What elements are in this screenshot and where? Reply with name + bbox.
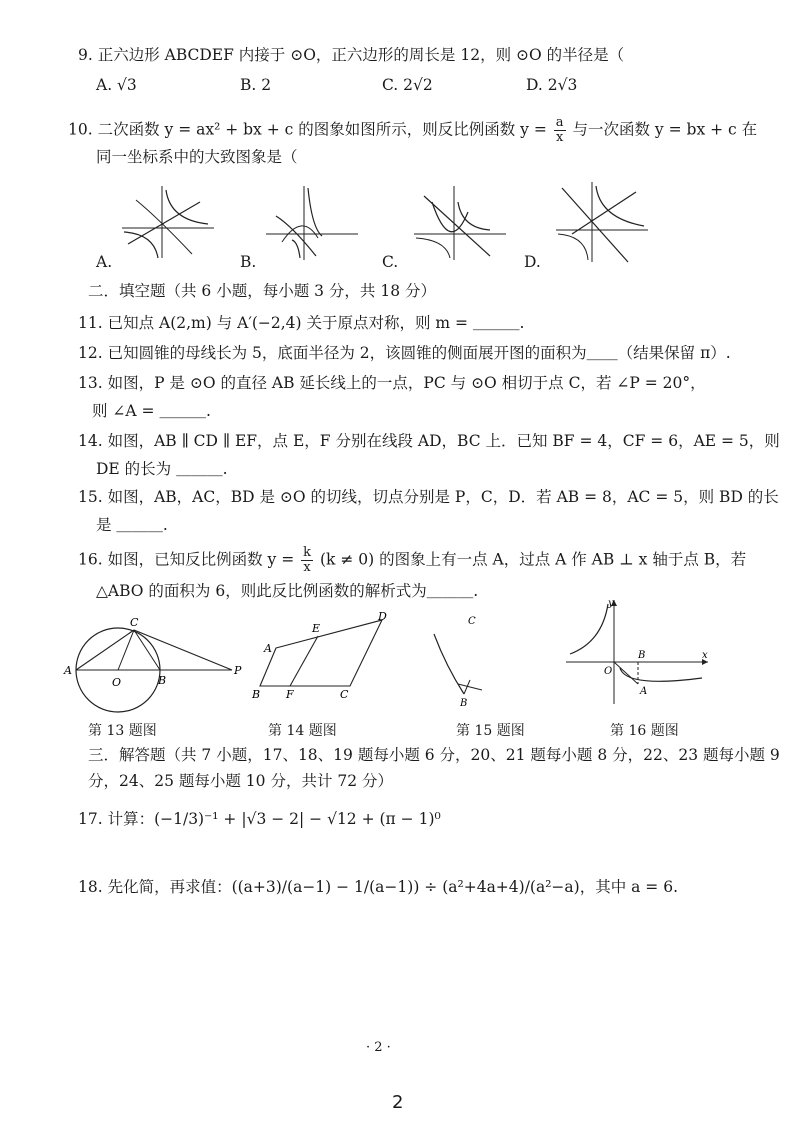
section3-line2: 分，24、25 题每小题 10 分，共计 72 分） xyxy=(88,772,394,790)
q13-line1: 13. 如图，P 是 ⊙O 的直径 AB 延长线上的一点，PC 与 ⊙O 相切于点 C，若 ∠P = 20°， xyxy=(78,374,706,392)
q10-frac-num: a xyxy=(555,115,564,130)
q10-stem-line2: 同一坐标系中的大致图象是（ xyxy=(96,148,298,166)
section3-line1: 三．解答题（共 7 小题，17、18、19 题每小题 6 分，20、21 题每小题 8 分，22、23 题每小题 9 xyxy=(88,746,780,764)
fig13-label-c: C xyxy=(130,616,139,629)
fig13-label-o: O xyxy=(112,676,122,689)
section2-heading: 二．填空题（共 6 小题，每小题 3 分，共 18 分） xyxy=(88,282,437,300)
q16-frac-num: k xyxy=(303,545,312,560)
fig16-label-y: y xyxy=(608,598,614,609)
q15-line1: 15. 如图，AB，AC，BD 是 ⊙O 的切线，切点分别是 P，C，D．若 AB = 8，AC = 5，则 BD 的长 xyxy=(78,488,779,506)
page-marker: · 2 · xyxy=(366,1040,391,1055)
q17: 17. 计算：(−1/3)⁻¹ + |√3 − 2| − √12 + (π − 1)⁰ xyxy=(78,810,441,828)
q10-graph-a xyxy=(118,182,218,262)
q10-stem-line1 xyxy=(68,116,757,145)
q16-part2: (k ≠ 0) 的图象上有一点 A，过点 A 作 AB ⊥ x 轴于点 B，若 xyxy=(319,550,747,569)
q10-graph-b xyxy=(262,182,362,262)
q9-option-a: A. √3 xyxy=(96,76,137,94)
q10-stem-part2: 与一次函数 y = bx + c 在 xyxy=(572,120,758,139)
fig13-label-a: A xyxy=(64,664,72,677)
fig16-label-o: O xyxy=(604,666,613,677)
fig14-label-c: C xyxy=(340,688,349,701)
figure-14 xyxy=(248,610,398,704)
fig15-label-c: C xyxy=(468,616,476,627)
fig16-caption: 第 16 题图 xyxy=(610,723,679,739)
figure-15 xyxy=(424,610,514,710)
q14-line1: 14. 如图，AB ∥ CD ∥ EF，点 E，F 分别在线段 AD，BC 上．已知 BF = 4，CF = 6，AE = 5，则 xyxy=(78,432,780,450)
q10-fraction xyxy=(554,116,566,145)
q18: 18. 先化简，再求值：((a+3)/(a−1) − 1/(a−1)) ÷ (a²+4a+4)/(a²−a)，其中 a = 6. xyxy=(78,878,678,896)
q13-line2: 则 ∠A = ＿＿＿. xyxy=(92,402,211,420)
fig14-label-e: E xyxy=(312,622,321,635)
figure-13 xyxy=(62,614,244,714)
q16-line2: △ABO 的面积为 6，则此反比例函数的解析式为＿＿＿. xyxy=(96,582,479,600)
fig14-label-b: B xyxy=(252,688,261,701)
q9-stem: 9. 正六边形 ABCDEF 内接于 ⊙O，正六边形的周长是 12，则 ⊙O 的半径是（ xyxy=(78,46,625,64)
q9-option-c: C. 2√2 xyxy=(382,76,433,94)
q16-frac-den: x xyxy=(303,560,311,575)
q16-fraction xyxy=(301,546,313,575)
q10-option-b-label: B. xyxy=(240,253,257,271)
fig14-caption: 第 14 题图 xyxy=(268,723,337,739)
fig15-label-b: B xyxy=(460,698,468,709)
q9-option-b: B. 2 xyxy=(240,76,272,94)
q10-option-c-label: C. xyxy=(382,253,399,271)
fig13-caption: 第 13 题图 xyxy=(88,723,157,739)
fig14-label-a: A xyxy=(264,642,272,655)
q16-part1: 16. 如图，已知反比例函数 y = xyxy=(78,550,295,569)
fig16-label-x: x xyxy=(702,650,708,661)
fig13-label-b: B xyxy=(158,674,167,687)
figure-16 xyxy=(562,596,712,706)
q10-graph-d xyxy=(552,178,652,264)
q10-option-d-label: D. xyxy=(524,253,541,271)
q9-option-d: D. 2√3 xyxy=(526,76,578,94)
fig14-label-d: D xyxy=(378,610,387,623)
q12: 12. 已知圆锥的母线长为 5，底面半径为 2，该圆锥的侧面展开图的面积为＿＿（结果保留 π）. xyxy=(78,344,731,362)
q10-graph-c xyxy=(410,182,510,262)
fig14-label-f: F xyxy=(286,688,294,701)
fig16-label-b: B xyxy=(638,650,646,661)
fig16-label-a: A xyxy=(640,686,648,697)
q10-option-a-label: A. xyxy=(96,253,113,271)
fig13-label-p: P xyxy=(234,664,242,677)
q10-stem-part1: 10. 二次函数 y = ax² + bx + c 的图象如图所示，则反比例函数 y = xyxy=(68,120,547,139)
q10-frac-den: x xyxy=(556,130,564,145)
q15-line2: 是 ＿＿＿. xyxy=(96,516,168,534)
q11: 11. 已知点 A(2,m) 与 A′(−2,4) 关于原点对称，则 m = ＿＿＿. xyxy=(78,314,525,332)
q16-line1 xyxy=(78,546,746,575)
q14-line2: DE 的长为 ＿＿＿. xyxy=(96,460,228,478)
footer-page-number: 2 xyxy=(392,1092,404,1113)
fig15-caption: 第 15 题图 xyxy=(456,723,525,739)
